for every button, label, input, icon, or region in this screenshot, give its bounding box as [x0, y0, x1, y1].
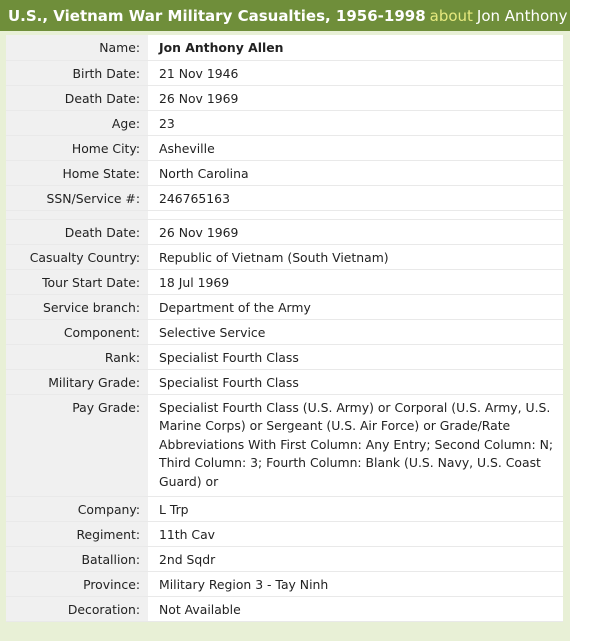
collection-title[interactable]: U.S., Vietnam War Military Casualties, 1956-1998 — [8, 6, 426, 25]
field-label-age: Age: — [6, 110, 148, 135]
field-label-birth-date: Birth Date: — [6, 60, 148, 85]
table-row — [6, 110, 563, 135]
table-row — [6, 369, 563, 394]
divider-label-cell — [6, 210, 148, 219]
field-value-tour-start-date: 18 Jul 1969 — [148, 269, 563, 294]
field-value-death-date-2: 26 Nov 1969 — [148, 219, 563, 244]
field-label-rank: Rank: — [6, 344, 148, 369]
field-label-pay-grade: Pay Grade: — [6, 394, 148, 497]
field-label-ssn: SSN/Service #: — [6, 185, 148, 210]
field-label-service-branch: Service branch: — [6, 294, 148, 319]
table-row — [6, 219, 563, 244]
table-row — [6, 35, 563, 60]
field-value-casualty-country: Republic of Vietnam (South Vietnam) — [148, 244, 563, 269]
table-row — [6, 85, 563, 110]
table-row — [6, 547, 563, 572]
field-label-home-state: Home State: — [6, 160, 148, 185]
field-label-company: Company: — [6, 497, 148, 522]
table-row — [6, 522, 563, 547]
section-divider — [6, 210, 563, 219]
field-label-death-date: Death Date: — [6, 85, 148, 110]
field-value-age: 23 — [148, 110, 563, 135]
record-header — [0, 0, 610, 31]
about-text: about — [429, 6, 473, 25]
table-row — [6, 244, 563, 269]
field-label-component: Component: — [6, 319, 148, 344]
table-row — [6, 135, 563, 160]
field-label-batallion: Batallion: — [6, 547, 148, 572]
field-value-birth-date: 21 Nov 1946 — [148, 60, 563, 85]
field-value-province: Military Region 3 - Tay Ninh — [148, 572, 563, 597]
field-label-casualty-country: Casualty Country: — [6, 244, 148, 269]
field-value-decoration: Not Available — [148, 597, 563, 622]
person-name: Jon Anthony Allen — [476, 6, 610, 25]
table-row — [6, 394, 563, 497]
record-frame — [0, 31, 570, 641]
field-label-death-date-2: Death Date: — [6, 219, 148, 244]
field-value-death-date: 26 Nov 1969 — [148, 85, 563, 110]
table-row — [6, 294, 563, 319]
field-value-rank: Specialist Fourth Class — [148, 344, 563, 369]
table-row — [6, 60, 563, 85]
field-value-home-state: North Carolina — [148, 160, 563, 185]
field-label-province: Province: — [6, 572, 148, 597]
field-value-service-branch: Department of the Army — [148, 294, 563, 319]
field-label-home-city: Home City: — [6, 135, 148, 160]
table-row — [6, 185, 563, 210]
table-row — [6, 572, 563, 597]
record-details-table — [6, 35, 563, 622]
table-row — [6, 269, 563, 294]
field-label-name: Name: — [6, 35, 148, 60]
field-value-regiment: 11th Cav — [148, 522, 563, 547]
table-row — [6, 344, 563, 369]
field-label-tour-start-date: Tour Start Date: — [6, 269, 148, 294]
table-row — [6, 319, 563, 344]
field-value-military-grade: Specialist Fourth Class — [148, 369, 563, 394]
field-label-decoration: Decoration: — [6, 597, 148, 622]
field-value-company: L Trp — [148, 497, 563, 522]
field-value-ssn: 246765163 — [148, 185, 563, 210]
field-label-regiment: Regiment: — [6, 522, 148, 547]
field-label-military-grade: Military Grade: — [6, 369, 148, 394]
table-row — [6, 597, 563, 622]
field-value-component: Selective Service — [148, 319, 563, 344]
field-value-pay-grade: Specialist Fourth Class (U.S. Army) or Corporal (U.S. Army, U.S. Marine Corps) or Sergeant (U.S. Air Force) or Grade/Rate Abbreviations With First Column: Any Entry; Second Column: N; Third Column: 3; Fourth Column: Blank (U.S. Navy, U.S. Coast Guard) or — [148, 394, 563, 497]
table-row — [6, 160, 563, 185]
field-value-home-city: Asheville — [148, 135, 563, 160]
field-value-batallion: 2nd Sqdr — [148, 547, 563, 572]
field-value-name: Jon Anthony Allen — [148, 35, 563, 60]
divider-value-cell — [148, 210, 563, 219]
table-row — [6, 497, 563, 522]
